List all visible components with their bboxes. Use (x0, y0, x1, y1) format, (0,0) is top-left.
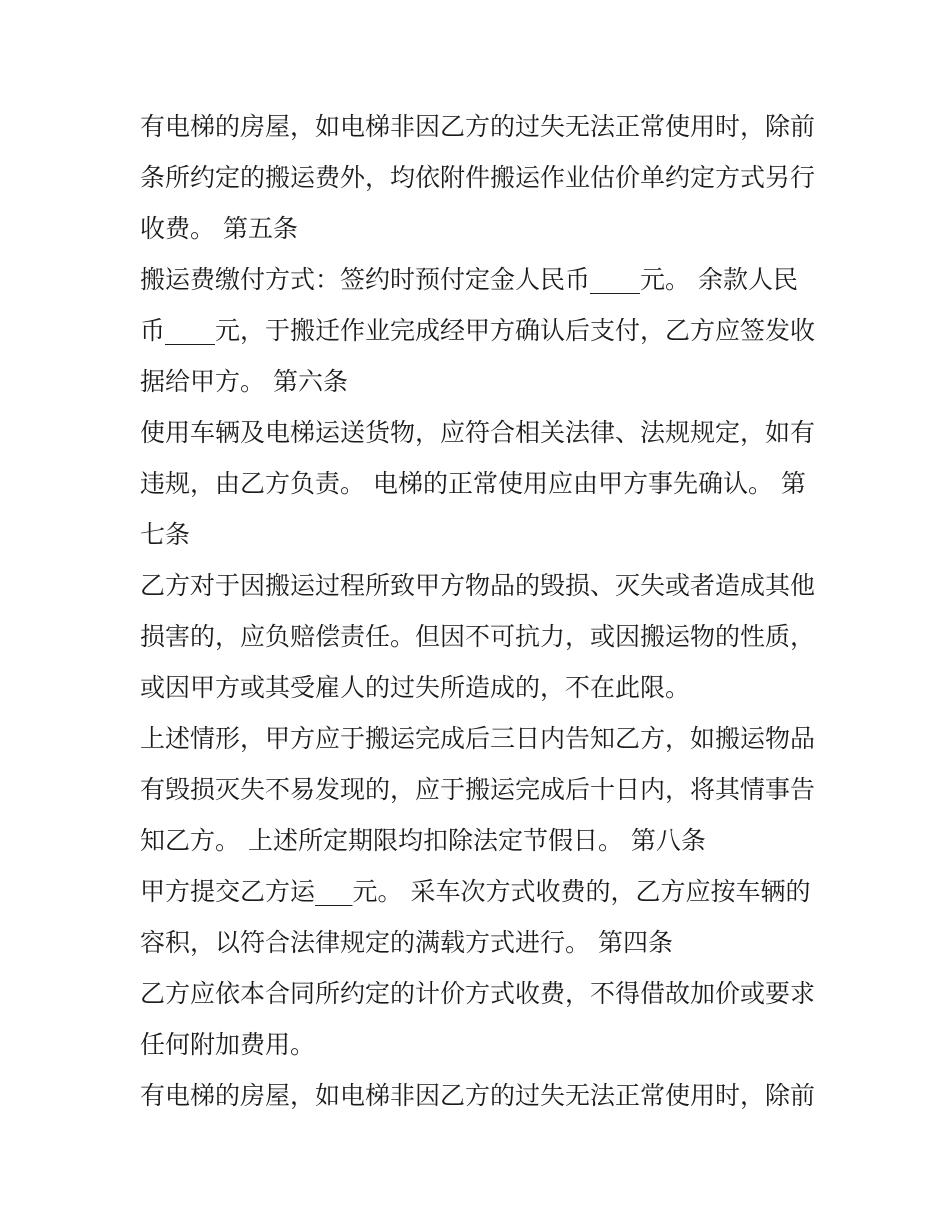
text-line: 乙方应依本合同所约定的计价方式收费，不得借故加价或要求 (140, 979, 816, 1008)
text-line: 任何附加费用。 (140, 1030, 316, 1059)
text-line: 损害的，应负赔偿责任。但因不可抗力，或因搬运物的性质， (140, 622, 816, 651)
text-line: 知乙方。 上述所定期限均扣除法定节假日。 第八条 (140, 826, 706, 855)
text-line: 七条 (140, 520, 191, 549)
text-line: 条所约定的搬运费外，均依附件搬运作业估价单约定方式另行 (140, 163, 816, 192)
text-line: 容积，以符合法律规定的满载方式进行。 第四条 (140, 928, 673, 957)
text-line: 有电梯的房屋，如电梯非因乙方的过失无法正常使用时，除前 (140, 112, 816, 141)
document-body (140, 101, 820, 1121)
text-line: 违规，由乙方负责。 电梯的正常使用应由甲方事先确认。 第 (140, 469, 806, 498)
text-line: 收费。 第五条 (140, 214, 298, 243)
text-line: 据给甲方。 第六条 (140, 367, 348, 396)
text-line: 或因甲方或其受雇人的过失所造成的，不在此限。 (140, 673, 691, 702)
text-line: 搬运费缴付方式：签约时预付定金人民币____元。 余款人民 (140, 265, 798, 294)
text-line: 有电梯的房屋，如电梯非因乙方的过失无法正常使用时，除前 (140, 1081, 816, 1110)
text-line: 甲方提交乙方运___元。 采车次方式收费的，乙方应按车辆的 (140, 877, 811, 906)
text-line: 币____元，于搬迁作业完成经甲方确认后支付，乙方应签发收 (140, 316, 816, 345)
text-line: 使用车辆及电梯运送货物，应符合相关法律、法规规定，如有 (140, 418, 816, 447)
text-line: 乙方对于因搬运过程所致甲方物品的毁损、灭失或者造成其他 (140, 571, 816, 600)
text-line: 有毁损灭失不易发现的，应于搬运完成后十日内，将其情事告 (140, 775, 816, 804)
text-line: 上述情形，甲方应于搬运完成后三日内告知乙方，如搬运物品 (140, 724, 816, 753)
